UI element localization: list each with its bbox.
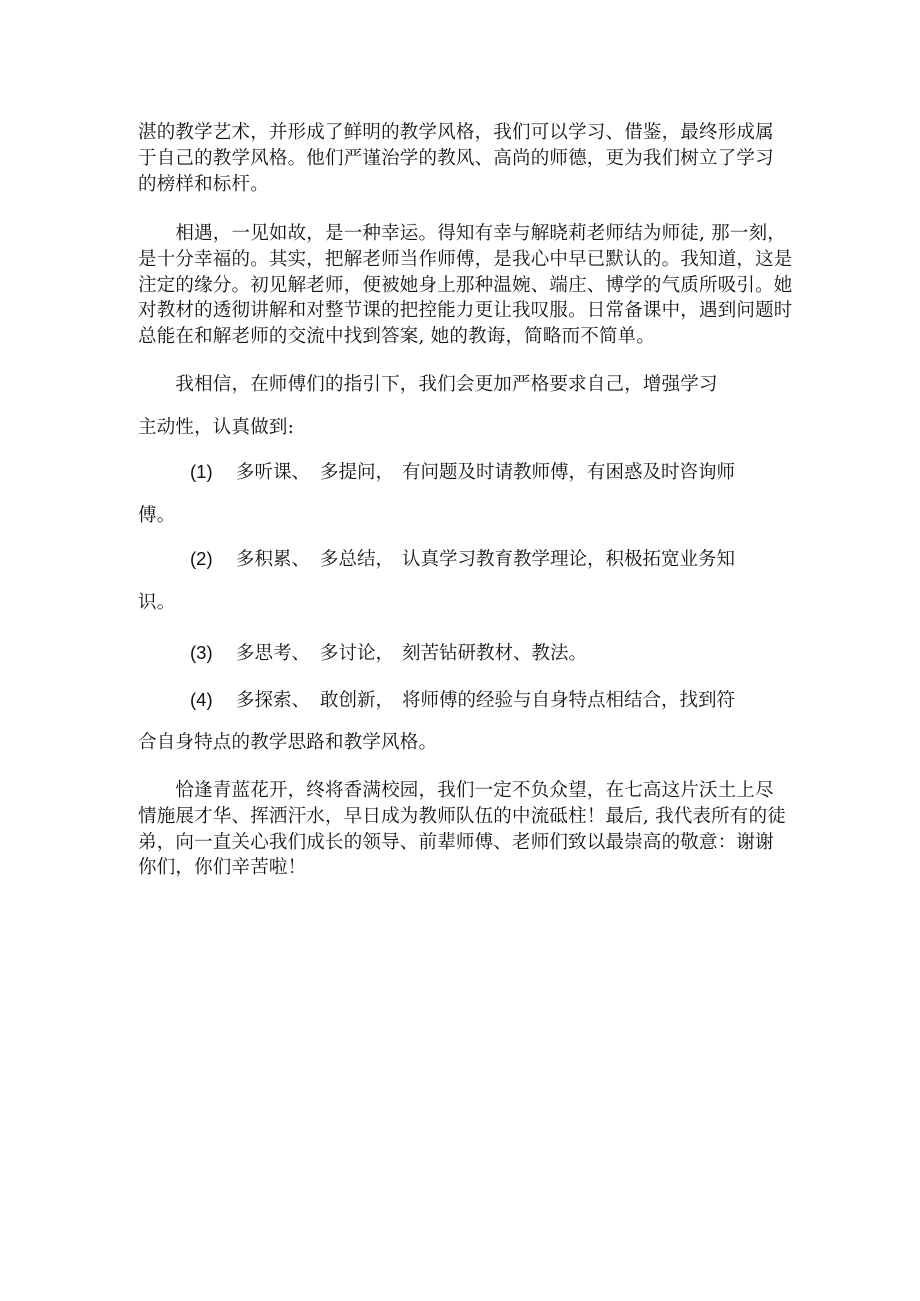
list-item-text: 认真学习教育教学理论，积极拓宽业务知: [402, 549, 736, 570]
list-item-text: 将师傅的经验与自身特点相结合，找到符: [402, 690, 736, 711]
list-item-3: [190, 641, 587, 666]
list-item-term-b: 多讨论，: [320, 643, 395, 664]
paragraph-4-line-3: 弟，向一直关心我们成长的领导、前辈师傅、老师们致以最崇高的敬意：谢谢: [138, 832, 774, 853]
paragraph-2-line-1: 相遇，一见如故，是一种幸运。得知有幸与解晓莉老师结为师徒, 那一刻，: [138, 223, 786, 244]
list-item-number: (4): [190, 689, 213, 710]
list-item-term-b: 多总结，: [320, 549, 395, 570]
paragraph-4-line-4: 你们，你们辛苦啦！: [138, 857, 307, 878]
paragraph-3-line-1: 我相信，在师傅们的指引下，我们会更加严格要求自己，增强学习: [138, 374, 718, 395]
paragraph-3-line-2: 主动性，认真做到:: [138, 417, 295, 438]
paragraph-1-line-2: 于自己的教学风格。他们严谨治学的教风、高尚的师德，更为我们树立了学习: [138, 148, 774, 169]
list-item-1-continuation: 傅。: [138, 505, 176, 526]
paragraph-4-line-2: 情施展才华、挥洒汗水，早日成为教师队伍的中流砥柱！最后, 我代表所有的徒: [138, 806, 786, 827]
list-item-term-b: 多提问，: [320, 462, 395, 483]
paragraph-1-line-3: 的榜样和标杆。: [138, 174, 269, 195]
list-item-1: [190, 460, 735, 485]
paragraph-1-line-1: 湛的教学艺术，并形成了鲜明的教学风格，我们可以学习、借鉴，最终形成属: [138, 122, 774, 143]
list-item-2-continuation: 识。: [138, 592, 176, 613]
paragraph-2-line-4: 对教材的透彻讲解和对整节课的把控能力更让我叹服。日常备课中，遇到问题时: [138, 300, 793, 321]
list-item-text: 有问题及时请教师傅，有困惑及时咨询师: [402, 462, 736, 483]
list-item-text: 刻苦钻研教材、教法。: [402, 643, 588, 664]
list-item-number: (3): [190, 642, 213, 663]
list-item-term-a: 多积累、: [236, 549, 311, 570]
list-item-term-a: 多听课、: [236, 462, 311, 483]
list-item-number: (1): [190, 461, 213, 482]
list-item-4-continuation: 合自身特点的教学思路和教学风格。: [138, 732, 438, 753]
list-item-4: [190, 688, 735, 713]
list-item-number: (2): [190, 548, 213, 569]
list-item-term-b: 敢创新，: [320, 690, 395, 711]
list-item-term-a: 多探索、: [236, 690, 311, 711]
paragraph-4-line-1: 恰逢青蓝花开，终将香满校园，我们一定不负众望，在七高这片沃土上尽: [138, 780, 774, 801]
list-item-2: [190, 547, 735, 572]
list-item-term-a: 多思考、: [236, 643, 311, 664]
paragraph-2-line-3: 注定的缘分。初见解老师，便被她身上那种温婉、端庄、博学的气质所吸引。她: [138, 275, 793, 296]
paragraph-2-line-5: 总能在和解老师的交流中找到答案, 她的教诲，简略而不简单。: [138, 326, 656, 347]
paragraph-2-line-2: 是十分幸福的。其实，把解老师当作师傅，是我心中早已默认的。我知道，这是: [138, 249, 793, 270]
